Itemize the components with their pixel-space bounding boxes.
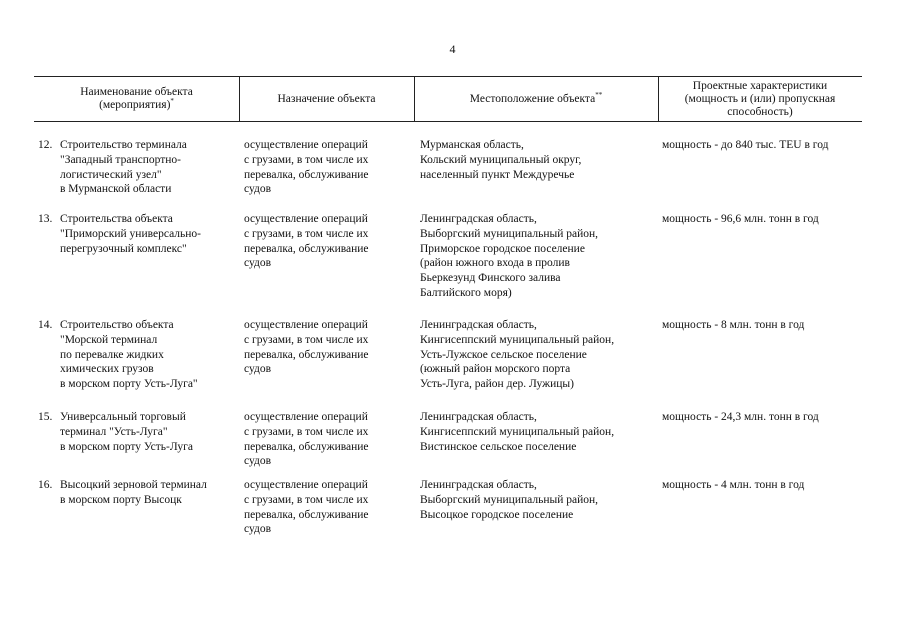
object-purpose-line: судов bbox=[244, 455, 272, 468]
object-location-line: Выборгский муниципальный район, bbox=[420, 493, 599, 506]
object-purpose-line: осуществление операций bbox=[244, 139, 368, 151]
table-header bbox=[34, 76, 862, 122]
object-capacity-line: мощность - 24,3 млн. тонн в год bbox=[662, 411, 819, 423]
object-name bbox=[60, 478, 240, 508]
object-location-line: Усть-Луга, район дер. Лужицы) bbox=[420, 378, 574, 391]
object-location-line: Приморское городское поселение bbox=[420, 242, 585, 255]
object-location-line: Ленинградская область, bbox=[420, 319, 537, 331]
object-capacity-line: мощность - 96,6 млн. тонн в год bbox=[662, 213, 819, 225]
object-name-line: "Приморский универсально- bbox=[60, 227, 201, 240]
object-purpose-line: перевалка, обслуживание bbox=[244, 242, 369, 255]
object-purpose-line: с грузами, в том числе их bbox=[244, 425, 369, 438]
object-location-line: Усть-Лужское сельское поселение bbox=[420, 348, 587, 361]
object-name-line: по перевалке жидких bbox=[60, 348, 164, 361]
header-purpose bbox=[239, 77, 415, 121]
object-purpose-line: судов bbox=[244, 183, 272, 196]
object-name-line: химических грузов bbox=[60, 363, 154, 376]
object-name-line: в морском порту Высоцк bbox=[60, 493, 182, 506]
object-purpose-line: с грузами, в том числе их bbox=[244, 493, 369, 506]
object-location bbox=[420, 138, 656, 182]
header-name-footnote-mark: * bbox=[170, 97, 174, 106]
object-name-line: логистический узел" bbox=[60, 168, 162, 181]
header-location-label: Местоположение объекта bbox=[469, 92, 596, 105]
page-number: 4 bbox=[449, 42, 456, 56]
object-name-line: Строительство терминала bbox=[60, 139, 187, 151]
object-name-line: "Западный транспортно- bbox=[60, 153, 181, 166]
object-name-line: в морском порту Усть-Луга bbox=[60, 440, 193, 453]
object-purpose bbox=[244, 410, 409, 469]
object-purpose-line: перевалка, обслуживание bbox=[244, 508, 369, 521]
object-name-line: Высоцкий зерновой терминал bbox=[60, 479, 207, 491]
object-location-line: Выборгский муниципальный район, bbox=[420, 227, 599, 240]
header-capacity-line2: (мощность и (или) пропускная bbox=[684, 92, 836, 105]
object-location bbox=[420, 410, 656, 454]
object-location-line: Балтийского моря) bbox=[420, 286, 512, 299]
header-purpose-label: Назначение объекта bbox=[277, 92, 376, 105]
header-location-footnote-mark: ** bbox=[595, 90, 603, 99]
object-location-line: Ленинградская область, bbox=[420, 411, 537, 423]
object-purpose-line: судов bbox=[244, 363, 272, 376]
object-location-line: Мурманская область, bbox=[420, 139, 524, 151]
object-name bbox=[60, 138, 240, 197]
object-purpose-line: осуществление операций bbox=[244, 319, 368, 331]
object-location-line: населенный пункт Междуречье bbox=[420, 168, 575, 181]
object-capacity-line: мощность - 8 млн. тонн в год bbox=[662, 319, 805, 331]
header-location bbox=[414, 77, 659, 121]
object-purpose bbox=[244, 478, 409, 537]
object-location-line: Бьеркезунд Финского залива bbox=[420, 272, 561, 285]
object-location-line: Кингисеппский муниципальный район, bbox=[420, 333, 615, 346]
object-purpose-line: перевалка, обслуживание bbox=[244, 348, 369, 361]
object-name-line: в Мурманской области bbox=[60, 183, 172, 196]
object-location-line: Вистинское сельское поселение bbox=[420, 440, 577, 453]
object-location bbox=[420, 478, 656, 522]
object-purpose bbox=[244, 212, 409, 271]
object-purpose-line: судов bbox=[244, 523, 272, 536]
object-location-line: Ленинградская область, bbox=[420, 479, 537, 491]
header-name-line1: Наименование объекта bbox=[80, 86, 193, 98]
row-number: 16. bbox=[38, 479, 53, 491]
object-location bbox=[420, 318, 656, 392]
object-location-line: Высоцкое городское поселение bbox=[420, 508, 574, 521]
object-purpose-line: перевалка, обслуживание bbox=[244, 440, 369, 453]
object-capacity-line: мощность - до 840 тыс. TEU в год bbox=[662, 139, 829, 151]
object-name bbox=[60, 318, 240, 392]
header-name bbox=[34, 77, 240, 121]
object-location-line: (южный район морского порта bbox=[420, 363, 571, 376]
object-capacity bbox=[662, 212, 862, 227]
object-name-line: в морском порту Усть-Луга" bbox=[60, 378, 198, 391]
header-capacity-line1: Проектные характеристики bbox=[692, 79, 828, 92]
row-number: 14. bbox=[38, 319, 53, 331]
object-name-line: терминал "Усть-Луга" bbox=[60, 425, 168, 438]
object-capacity bbox=[662, 318, 862, 333]
object-purpose-line: с грузами, в том числе их bbox=[244, 153, 369, 166]
row-number: 12. bbox=[38, 139, 53, 151]
object-location bbox=[420, 212, 656, 301]
header-name-line2: (мероприятия) bbox=[99, 99, 171, 111]
object-purpose-line: судов bbox=[244, 257, 272, 270]
object-purpose-line: осуществление операций bbox=[244, 213, 368, 225]
object-name-line: перегрузочный комплекс" bbox=[60, 242, 187, 255]
object-capacity-line: мощность - 4 млн. тонн в год bbox=[662, 479, 805, 491]
object-purpose-line: с грузами, в том числе их bbox=[244, 333, 369, 346]
object-capacity bbox=[662, 410, 862, 425]
object-capacity bbox=[662, 138, 862, 153]
header-capacity-line3: способность) bbox=[727, 105, 793, 118]
row-number: 15. bbox=[38, 411, 53, 423]
object-purpose-line: осуществление операций bbox=[244, 479, 368, 491]
object-location-line: Кингисеппский муниципальный район, bbox=[420, 425, 615, 438]
header-capacity bbox=[658, 77, 862, 121]
object-name-line: Строительство объекта bbox=[60, 319, 174, 331]
object-location-line: Кольский муниципальный округ, bbox=[420, 153, 582, 166]
object-location-line: Ленинградская область, bbox=[420, 213, 537, 225]
object-name-line: "Морской терминал bbox=[60, 333, 158, 346]
object-purpose-line: с грузами, в том числе их bbox=[244, 227, 369, 240]
object-name bbox=[60, 212, 240, 256]
object-name-line: Строительства объекта bbox=[60, 213, 173, 225]
object-purpose-line: осуществление операций bbox=[244, 411, 368, 423]
object-purpose bbox=[244, 138, 409, 197]
object-purpose-line: перевалка, обслуживание bbox=[244, 168, 369, 181]
object-name bbox=[60, 410, 240, 454]
row-number: 13. bbox=[38, 213, 53, 225]
object-name-line: Универсальный торговый bbox=[60, 411, 186, 423]
object-purpose bbox=[244, 318, 409, 377]
object-capacity bbox=[662, 478, 862, 493]
object-location-line: (район южного входа в пролив bbox=[420, 257, 570, 270]
